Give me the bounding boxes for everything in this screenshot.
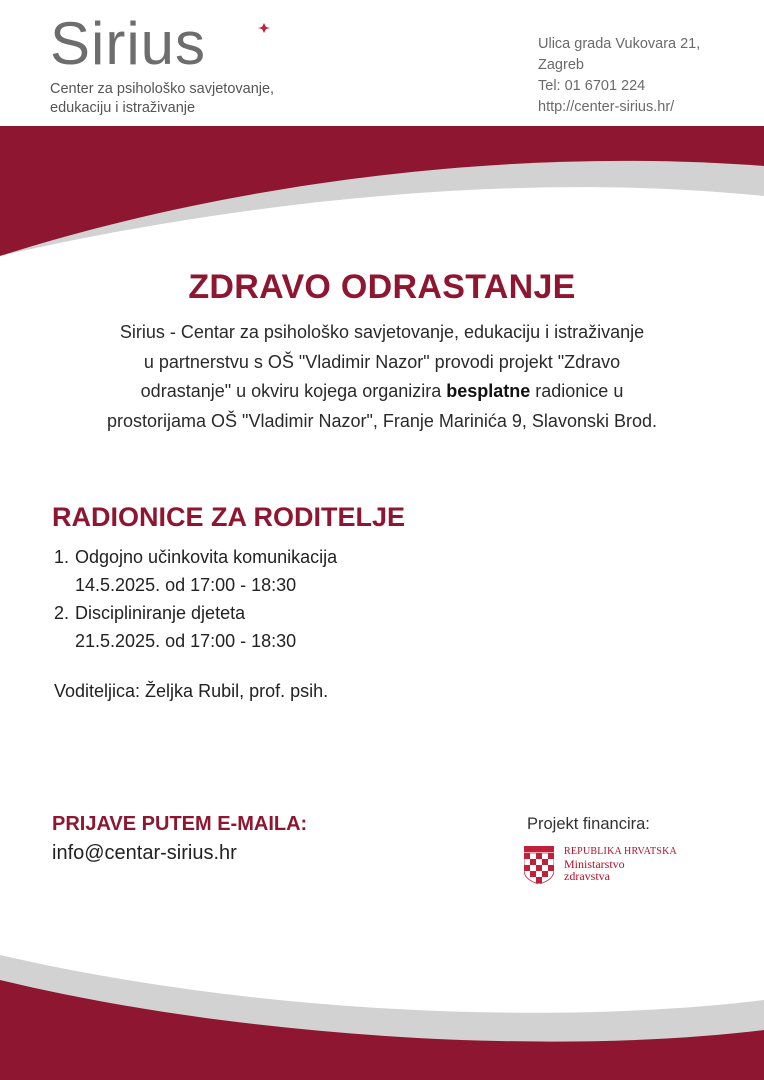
top-decorative-band xyxy=(0,126,764,256)
registration-email[interactable]: info@centar-sirius.hr xyxy=(52,842,237,864)
list-item-date: 14.5.2025. od 17:00 - 18:30 xyxy=(75,575,297,595)
intro-paragraph xyxy=(60,318,704,436)
intro-text: odrastanje" u okviru kojega organizira xyxy=(140,381,447,401)
list-item xyxy=(54,543,337,571)
list-item-number: 2. xyxy=(54,603,70,623)
address-city: Zagreb xyxy=(538,57,584,73)
logo-subtitle-line: Center za psihološko savjetovanje, xyxy=(50,81,275,97)
intro-bold-text: besplatne xyxy=(446,381,531,401)
registration-heading: PRIJAVE PUTEM E-MAILA: xyxy=(52,813,308,835)
ministry-country: REPUBLIKA HRVATSKA xyxy=(564,846,677,857)
ministry-name: zdravstva xyxy=(564,869,610,883)
phone-number: Tel: 01 6701 224 xyxy=(538,78,646,94)
address-line: Ulica grada Vukovara 21, xyxy=(538,36,701,52)
intro-line xyxy=(60,377,704,407)
intro-line: u partnerstvu s OŠ "Vladimir Nazor" provodi projekt "Zdravo xyxy=(143,351,621,372)
list-item-date: 21.5.2025. od 17:00 - 18:30 xyxy=(75,631,297,651)
logo-subtitle xyxy=(50,80,274,118)
page-title: ZDRAVO ODRASTANJE xyxy=(188,268,576,306)
croatian-coat-of-arms-icon xyxy=(524,846,554,884)
contact-info xyxy=(538,34,700,118)
workshop-list xyxy=(54,543,337,655)
list-item-title: Discipliniranje djeteta xyxy=(75,603,246,623)
intro-line: Sirius - Centar za psihološko savjetovanje, edukaciju i istraživanje xyxy=(119,322,645,342)
logo-wordmark: Sirius xyxy=(50,14,207,74)
list-item-number: 1. xyxy=(54,547,70,567)
ministry-logo xyxy=(524,846,677,884)
logo-subtitle-line: edukaciju i istraživanje xyxy=(50,100,196,116)
intro-text: radionice u xyxy=(530,381,624,401)
sirius-logo xyxy=(50,14,280,74)
workshops-heading: RADIONICE ZA RODITELJE xyxy=(52,502,406,532)
logo-star-icon xyxy=(258,23,270,33)
ministry-name: Ministarstvo xyxy=(564,857,625,871)
list-item-title: Odgojno učinkovita komunikacija xyxy=(75,547,338,567)
intro-line: prostorijama OŠ "Vladimir Nazor", Franje Marinića 9, Slavonski Brod. xyxy=(107,410,657,431)
website-link[interactable]: http://center-sirius.hr/ xyxy=(538,99,675,115)
list-item xyxy=(54,599,337,627)
funder-label: Projekt financira: xyxy=(527,815,650,833)
workshop-leader: Voditeljica: Željka Rubil, prof. psih. xyxy=(54,681,329,701)
bottom-decorative-band xyxy=(0,945,764,1080)
